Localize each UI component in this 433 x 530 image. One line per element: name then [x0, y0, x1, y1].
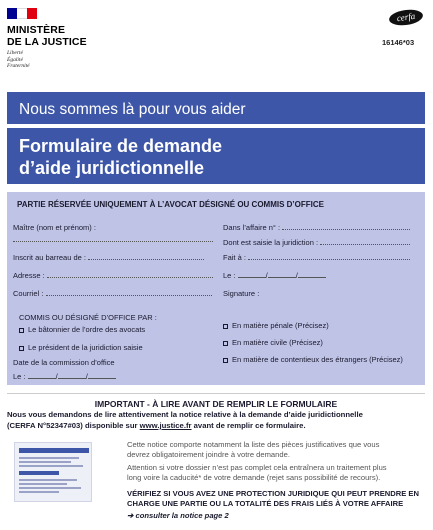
avocat-section-title: PARTIE RÉSERVÉE UNIQUEMENT À L’AVOCAT DÉSIGNÉ OU COMMIS D’OFFICE [17, 200, 324, 209]
checkbox-batonnier[interactable] [19, 328, 24, 333]
ministry-name [7, 24, 87, 48]
checkbox-matiere-etrangers[interactable] [223, 358, 228, 363]
matiere-etrangers-label: En matière de contentieux des étrangers (Précisez) [232, 355, 403, 364]
important-title: IMPORTANT - À LIRE AVANT DE REMPLIR LE FORMULAIRE [94, 399, 338, 409]
ministry-line-2: DE LA JUSTICE [7, 36, 87, 48]
adresse-label: Adresse : [13, 271, 45, 280]
commis-option-president-label: Le président de la juridiction saisie [28, 343, 143, 352]
barreau-field[interactable] [13, 253, 204, 262]
important-notice [7, 393, 425, 523]
matiere-civile-option[interactable] [223, 338, 323, 347]
form-title [7, 128, 425, 184]
juridiction-label: Dont est saisie la juridiction : [223, 238, 319, 247]
form-title-line-2: d’aide juridictionnelle [19, 158, 205, 178]
motto-liberte: Liberté [7, 50, 23, 56]
incomplete-warning-line-1: Attention si votre dossier n’est pas complet cela entraînera un traitement plus [127, 463, 387, 472]
page-header [0, 0, 433, 90]
form-title-line-1: Formulaire de demande [19, 136, 223, 156]
commis-option-president[interactable] [19, 343, 143, 352]
matiere-penale-option[interactable] [223, 321, 329, 330]
motto-egalite: Égalité [7, 56, 23, 63]
important-intro-line-1: Nous vous demandons de lire attentivement la notice relative à la demande d’aide juridictionnelle [7, 410, 363, 419]
matiere-penale-label: En matière pénale (Précisez) [232, 321, 329, 330]
affaire-field[interactable] [223, 223, 410, 232]
notice-thumbnail [14, 442, 92, 502]
motto-fraternite: Fraternité [7, 63, 30, 69]
barreau-label: Inscrit au barreau de : [13, 253, 86, 262]
incomplete-warning [127, 463, 427, 483]
notice-description-line-1: Cette notice comporte notamment la liste des pièces justificatives que vous [127, 440, 380, 449]
notice-description [127, 440, 427, 460]
commis-title [19, 313, 157, 322]
fait-field[interactable] [223, 253, 410, 262]
intro-line-2-pre: (CERFA N°52347#03) disponible sur [7, 421, 140, 430]
checkbox-matiere-civile[interactable] [223, 341, 228, 346]
commis-option-batonnier-label: Le bâtonnier de l’ordre des avocats [28, 325, 146, 334]
maitre-line[interactable] [13, 235, 213, 244]
signature-label: Signature : [223, 289, 260, 298]
protection-warning-line-2: CHARGE UNE PARTIE OU LA TOTALITÉ DES FRAIS LIÉS À VOTRE AFFAIRE [127, 499, 404, 508]
affaire-label: Dans l’affaire n° : [223, 223, 281, 232]
notice-description-line-2: devrez obligatoirement joindre à votre demande. [127, 450, 290, 459]
fait-label: Fait à : [223, 253, 246, 262]
adresse-field[interactable] [13, 271, 213, 280]
republic-motto [7, 50, 30, 70]
date-signature-field[interactable]: Le : / / [223, 271, 326, 280]
ministry-line-1: MINISTÈRE [7, 24, 66, 36]
justice-site-link[interactable]: www.justice.fr [139, 421, 192, 430]
date-commission-field[interactable]: Le : / / [13, 372, 116, 381]
checkbox-matiere-penale[interactable] [223, 324, 228, 329]
cerfa-logo: cerfa [388, 8, 424, 28]
date-commission-label: Date de la commission d’office [13, 358, 115, 367]
commis-title-text: COMMIS OU DÉSIGNÉ D’OFFICE PAR : [19, 313, 157, 322]
important-intro-line-2 [7, 421, 306, 430]
maitre-field[interactable] [13, 223, 96, 232]
checkbox-president[interactable] [19, 346, 24, 351]
courriel-field[interactable] [13, 289, 212, 298]
avocat-section [7, 192, 425, 385]
help-banner: Nous sommes là pour vous aider [7, 92, 425, 124]
matiere-civile-label: En matière civile (Précisez) [232, 338, 323, 347]
protection-warning-line-1: VÉRIFIEZ SI VOUS AVEZ UNE PROTECTION JURIDIQUE QUI PEUT PRENDRE EN [127, 489, 419, 498]
notice-page-2-link[interactable]: ➔ consulter la notice page 2 [127, 511, 229, 520]
protection-juridique-warning [127, 489, 427, 509]
date-signature-label: Le : [223, 271, 236, 280]
maitre-label: Maître (nom et prénom) : [13, 223, 96, 232]
matiere-etrangers-option[interactable] [223, 355, 403, 364]
commis-option-batonnier[interactable] [19, 325, 145, 334]
cerfa-number: 16146*03 [382, 38, 415, 47]
signature-field[interactable] [223, 289, 259, 298]
juridiction-field[interactable] [223, 238, 410, 247]
incomplete-warning-line-2: long voire la caducité* de votre demande (rejet sans possibilité de recours). [127, 473, 381, 482]
intro-line-2-post: avant de remplir ce formulaire. [191, 421, 306, 430]
french-flag-icon [7, 8, 37, 19]
date-commission-le-label: Le : [13, 372, 26, 381]
courriel-label: Courriel : [13, 289, 44, 298]
